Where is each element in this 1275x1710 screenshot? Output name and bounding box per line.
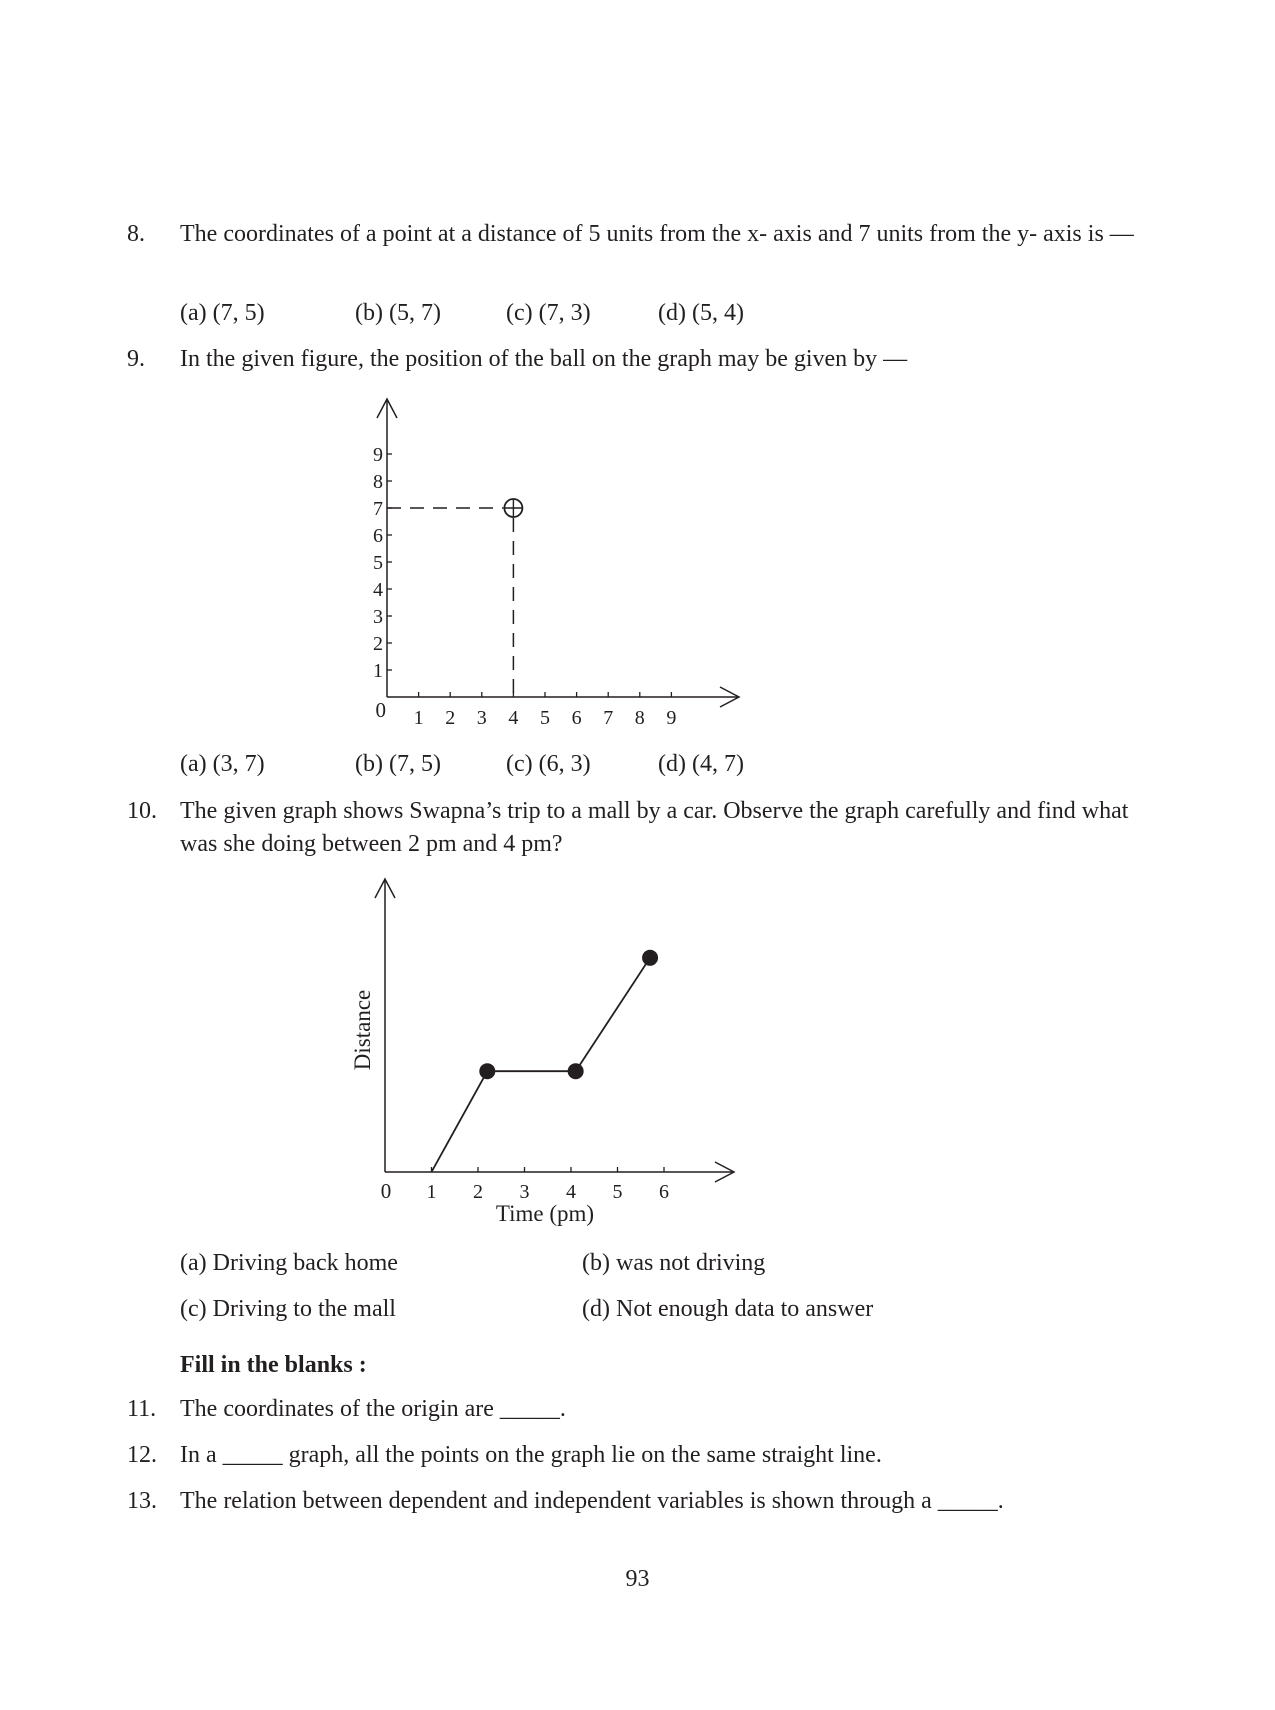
x-tick-label: 1	[413, 707, 424, 729]
y-tick-label: 9	[373, 444, 383, 466]
question-number: 13.	[127, 1488, 157, 1514]
x-tick-label: 2	[473, 1181, 483, 1203]
data-point	[568, 1063, 584, 1079]
question-text: In a _____ graph, all the points on the graph lie on the same straight line.	[180, 1442, 882, 1468]
x-tick-label: 1	[426, 1181, 437, 1203]
x-tick-label: 3	[476, 707, 487, 729]
option-b: (b) (5, 7)	[355, 300, 441, 326]
question-text: In the given figure, the position of the ball on the graph may be given by —	[180, 346, 908, 372]
option-a: (a) Driving back home	[180, 1250, 398, 1276]
x-tick-label: 5	[540, 707, 550, 729]
origin-label: 0	[375, 698, 386, 722]
option-b: (b) was not driving	[582, 1250, 766, 1276]
option-d: (d) Not enough data to answer	[582, 1296, 874, 1322]
option-a: (a) (7, 5)	[180, 300, 265, 326]
x-tick-label: 5	[612, 1181, 623, 1203]
option-b: (b) (7, 5)	[355, 751, 441, 777]
series-line	[432, 958, 651, 1172]
y-tick-label: 1	[373, 660, 383, 682]
y-tick-label: 6	[373, 525, 383, 547]
question-text: The coordinates of the origin are _____.	[180, 1396, 566, 1422]
x-tick-label: 6	[571, 707, 582, 729]
question-number: 8.	[127, 221, 145, 247]
x-tick-label: 4	[566, 1181, 576, 1203]
x-tick-label: 9	[666, 707, 677, 729]
option-c: (c) (6, 3)	[506, 751, 591, 777]
question-number: 9.	[127, 346, 145, 372]
y-tick-label: 2	[373, 633, 383, 655]
y-tick-label: 8	[373, 471, 383, 493]
y-tick-label: 4	[373, 579, 383, 601]
question-number: 10.	[127, 798, 157, 824]
section-heading: Fill in the blanks :	[180, 1352, 367, 1378]
question-text: The coordinates of a point at a distance of 5 units from the x- axis and 7 units from the y- axis is —	[180, 221, 1134, 247]
option-c: (c) (7, 3)	[506, 300, 591, 326]
option-c: (c) Driving to the mall	[180, 1296, 396, 1322]
question-number: 12.	[127, 1442, 157, 1468]
y-tick-label: 5	[373, 552, 383, 574]
question-number: 11.	[127, 1396, 157, 1422]
x-tick-label: 4	[508, 707, 519, 729]
coordinate-graph	[340, 385, 760, 730]
option-d: (d) (5, 4)	[658, 300, 744, 326]
x-tick-label: 2	[445, 707, 456, 729]
data-point	[479, 1063, 495, 1079]
x-axis-label: Time (pm)	[495, 1201, 595, 1226]
origin-label: 0	[380, 1179, 392, 1203]
option-d: (d) (4, 7)	[658, 751, 744, 777]
option-a: (a) (3, 7)	[180, 751, 265, 777]
axes	[377, 399, 739, 707]
question-text: The given graph shows Swapna’s trip to a mall by a car. Observe the graph carefully and find what was she doing between 2 pm and 4 pm?	[180, 798, 1129, 857]
x-tick-label: 7	[603, 707, 614, 729]
question-text: The relation between dependent and independent variables is shown through a _____.	[180, 1488, 1004, 1514]
y-axis-label: Distance	[350, 989, 375, 1071]
distance-time-graph	[340, 865, 760, 1235]
y-tick-label: 7	[373, 498, 383, 520]
x-tick-label: 3	[519, 1181, 530, 1203]
data-point	[642, 950, 658, 966]
x-tick-label: 6	[659, 1181, 669, 1203]
axes	[375, 879, 734, 1182]
y-tick-label: 3	[373, 606, 383, 628]
x-tick-label: 8	[634, 707, 645, 729]
ball-point	[504, 499, 522, 517]
page-number: 93	[625, 1566, 650, 1592]
